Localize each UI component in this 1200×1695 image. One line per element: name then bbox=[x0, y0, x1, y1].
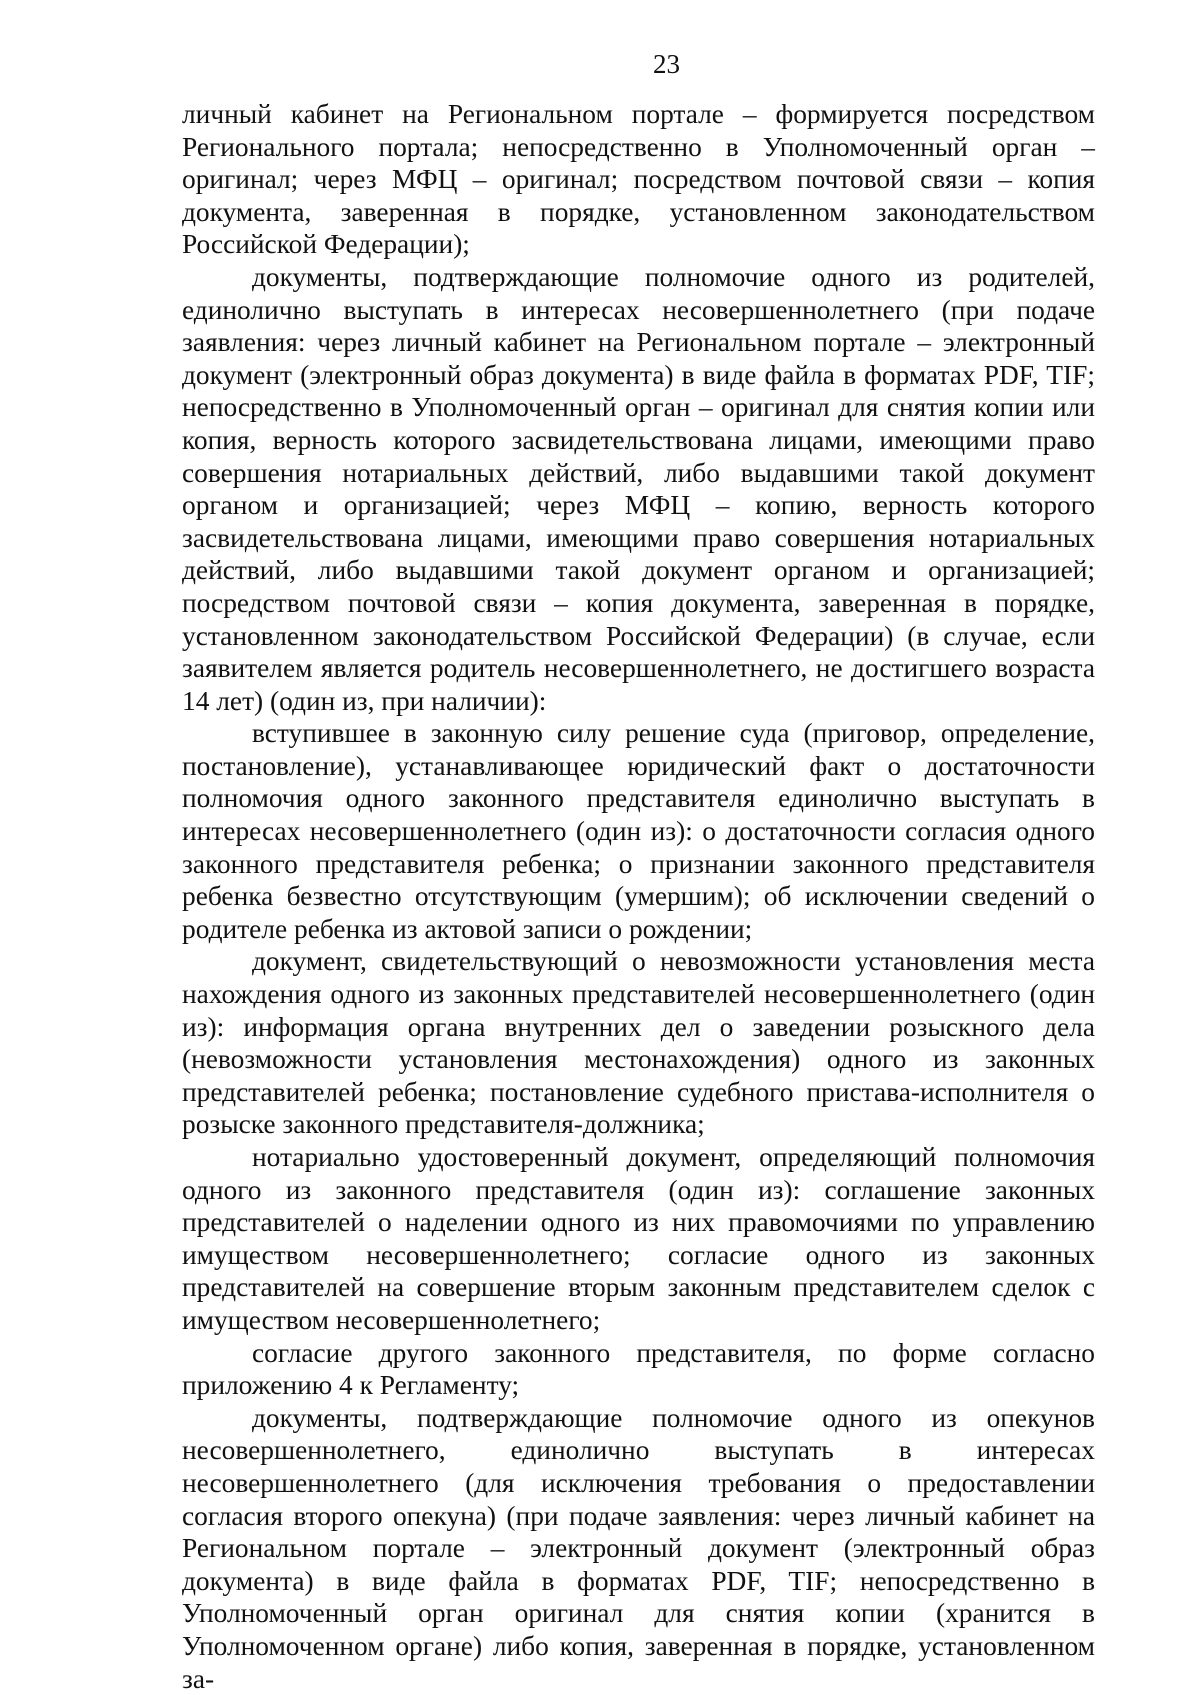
paragraph: документы, подтверждающие полномочие одного из родителей, единолично выступать в интересах несовершеннолетнего (при подаче заявления: через личный кабинет на Региональном портале – электронный документ (электронный образ документа) в виде файла в форматах PDF, TIF; непосредственно в Уполномоченный орган – оригинал для снятия копии или копия, верность которого засвидетельствована лицами, имеющими право совершения нотариальных действий, либо выдавшими такой документ органом и организацией; через МФЦ – копию, верность которого засвидетельствована лицами, имеющими право совершения нотариальных действий, либо выдавшими такой документ органом и организацией; посредством почтовой связи – копия документа, заверенная в порядке, установленном законодательством Российской Федерации) (в случае, если заявителем является родитель несовершеннолетнего, не достигшего возраста 14 лет) (один из, при наличии): bbox=[182, 261, 1095, 716]
document-body bbox=[182, 98, 1095, 1695]
paragraph: нотариально удостоверенный документ, определяющий полномочия одного из законного представителя (один из): соглашение законных представителей о наделении одного из них правомочиями по управлению имуществом несовершеннолетнего; согласие одного из законных представителей на совершение вторым законным представителем сделок с имуществом несовершеннолетнего; bbox=[182, 1142, 1095, 1335]
paragraph: вступившее в законную силу решение суда (приговор, определение, постановление), устанавливающее юридический факт о достаточности полномочия одного законного представителя единолично выступать в интересах несовершеннолетнего (один из): о достаточности согласия одного законного представителя ребенка; о признании законного представителя ребенка безвестно отсутствующим (умершим); об исключении сведений о родителе ребенка из актовой записи о рождении; bbox=[182, 718, 1095, 944]
paragraph: согласие другого законного представителя, по форме согласно приложению 4 к Регламенту; bbox=[182, 1337, 1095, 1401]
paragraph-continuation: личный кабинет на Региональном портале – формируется посредством Регионального портала; непосредственно в Уполномоченный орган – оригинал; через МФЦ – оригинал; посредством почтовой связи – копия документа, заверенная в порядке, установленном законодательством Российской Федерации); bbox=[182, 99, 1095, 260]
paragraph: документ, свидетельствующий о невозможности установления места нахождения одного из законных представителей несовершеннолетнего (один из): информация органа внутренних дел о заведении розыскного дела (невозможности установления местонахождения) одного из законных представителей ребенка; постановление судебного пристава-исполнителя о розыске законного представителя-должника; bbox=[182, 946, 1095, 1140]
page-number: 23 bbox=[653, 49, 680, 79]
paragraph: документы, подтверждающие полномочие одного из опекунов несовершеннолетнего, единолично выступать в интересах несовершеннолетнего (для исключения требования о предоставлении согласия второго опекуна) (при подаче заявления: через личный кабинет на Региональном портале – электронный документ (электронный образ документа) в виде файла в форматах PDF, TIF; непосредственно в Уполномоченный орган оригинал для снятия копии (хранится в Уполномоченном органе) либо копия, заверенная в порядке, установленном за- bbox=[182, 1402, 1095, 1694]
